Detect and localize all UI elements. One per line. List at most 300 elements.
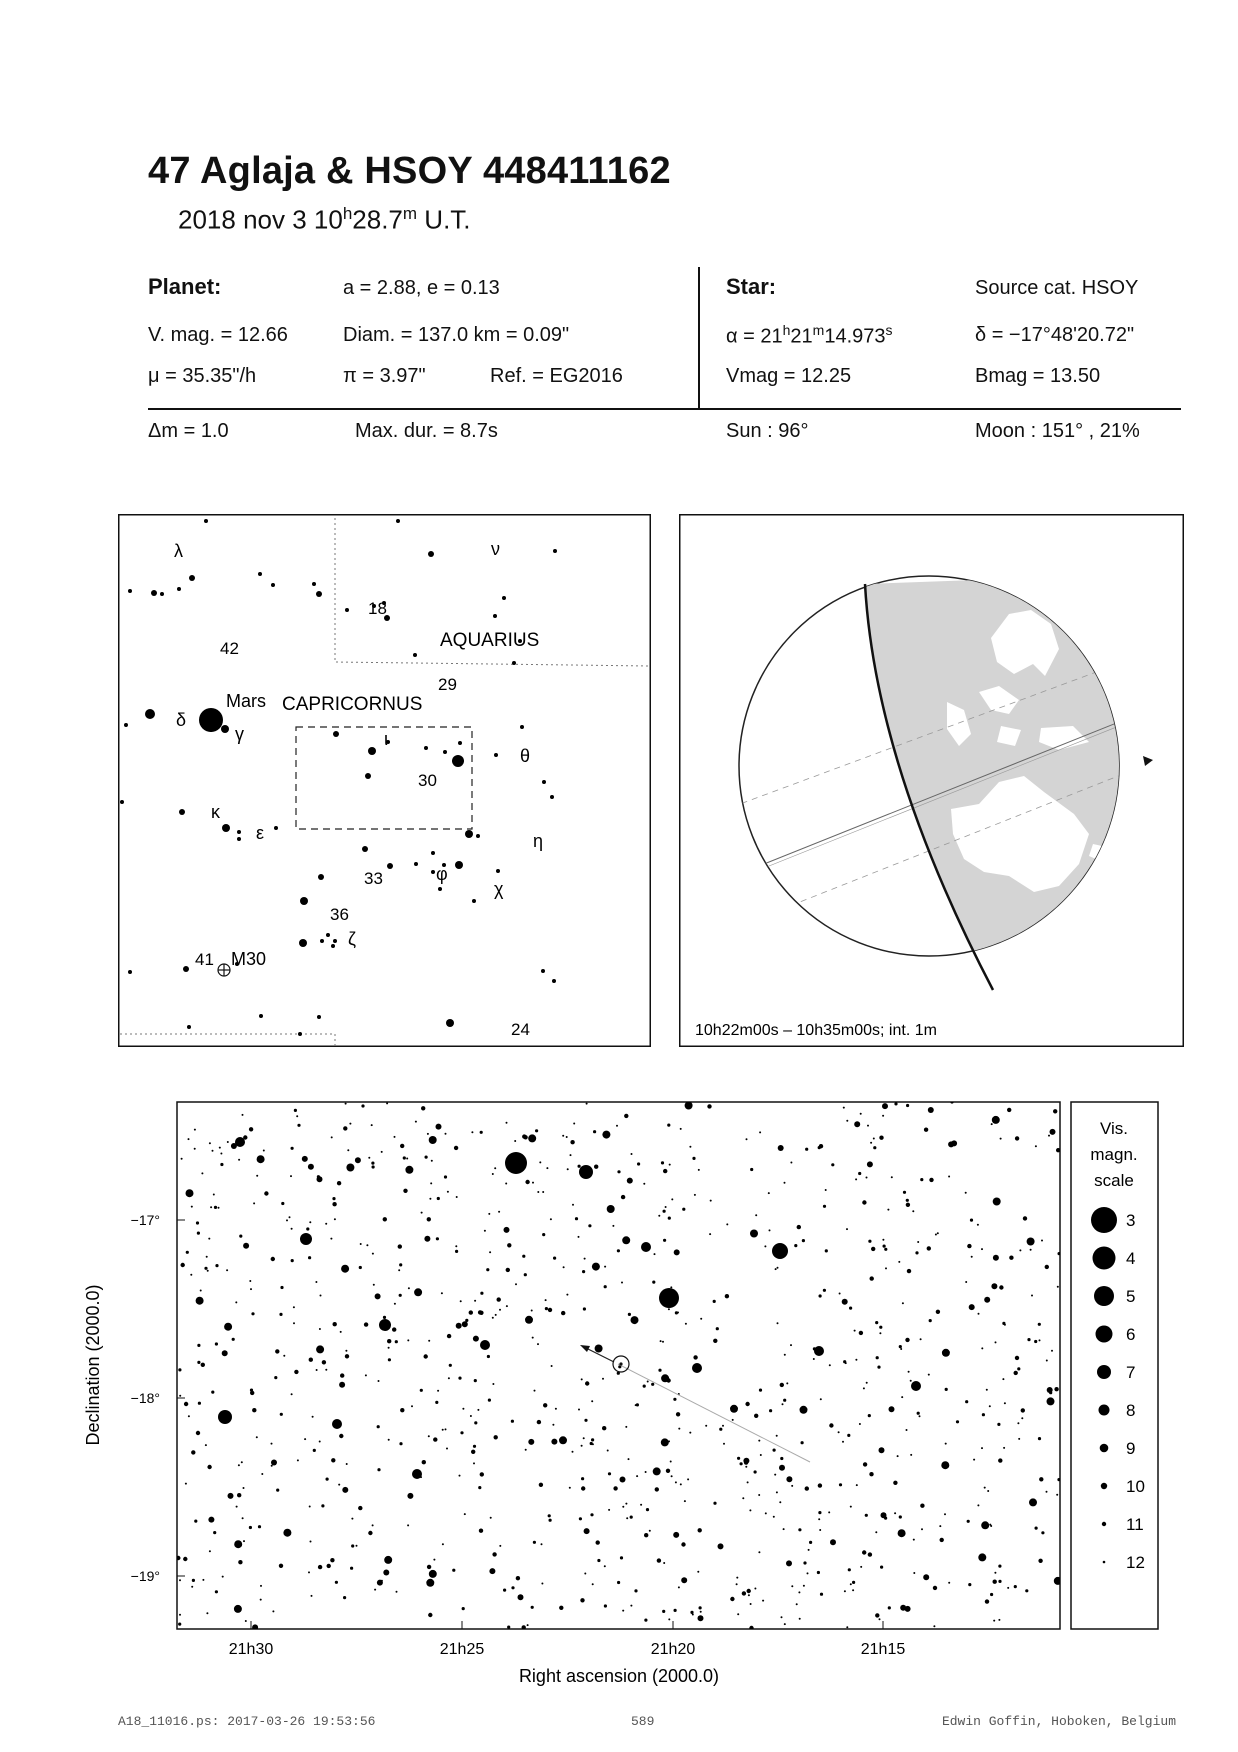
field-star <box>237 1493 241 1497</box>
field-star <box>784 1623 786 1625</box>
field-star <box>621 1282 623 1284</box>
field-star <box>873 1146 876 1149</box>
field-star <box>372 1165 375 1168</box>
field-star <box>737 1457 740 1460</box>
field-star <box>852 1589 854 1591</box>
field-star <box>243 1540 245 1542</box>
field-star <box>366 1244 368 1246</box>
field-star <box>289 1216 291 1218</box>
finder-star <box>552 979 556 983</box>
field-star <box>784 1354 786 1356</box>
field-star <box>867 1125 869 1127</box>
field-star <box>665 1206 667 1208</box>
field-star <box>634 1589 637 1592</box>
planet-vmag: V. mag. = 12.66 <box>148 324 288 346</box>
finder-star <box>271 583 275 587</box>
field-star <box>993 1620 995 1622</box>
x-tick-label: 21h30 <box>228 1641 274 1658</box>
info-divider-vertical <box>698 267 700 408</box>
field-star <box>818 1483 822 1487</box>
field-star <box>870 1142 872 1144</box>
field-star <box>534 1390 536 1392</box>
scale-dot <box>1101 1483 1107 1489</box>
field-star <box>645 1471 647 1473</box>
field-star <box>315 1281 317 1283</box>
field-star <box>214 1206 217 1209</box>
field-star <box>991 1283 997 1289</box>
field-star <box>797 1225 801 1229</box>
field-star <box>899 1345 902 1348</box>
scale-magnitude-label: 10 <box>1126 1477 1145 1496</box>
field-star <box>860 1113 862 1115</box>
field-star <box>978 1313 980 1315</box>
field-star <box>1030 1249 1032 1251</box>
field-star <box>274 1376 277 1379</box>
field-star <box>882 1103 888 1109</box>
field-star <box>663 1169 667 1173</box>
field-star <box>759 1131 761 1133</box>
globe-chart <box>679 514 1184 1047</box>
field-star <box>364 1322 368 1326</box>
field-star <box>333 1322 337 1326</box>
field-star <box>828 1511 830 1513</box>
field-star <box>1017 1422 1019 1424</box>
x-tick-label: 21h25 <box>439 1641 485 1658</box>
field-star <box>306 1227 309 1230</box>
field-star <box>907 1269 911 1273</box>
field-star <box>310 1541 312 1543</box>
field-star <box>343 1126 347 1130</box>
field-star <box>894 1512 896 1514</box>
field-star <box>340 1373 344 1377</box>
field-star <box>627 1178 633 1184</box>
field-star <box>745 1402 749 1406</box>
field-star <box>948 1176 950 1178</box>
field-star <box>924 1128 928 1132</box>
field-star <box>682 1208 685 1211</box>
field-star <box>332 1197 335 1200</box>
field-star <box>429 1570 437 1578</box>
bright-star <box>641 1242 651 1252</box>
field-star <box>319 1328 321 1330</box>
field-star <box>698 1615 704 1621</box>
field-star <box>578 1409 580 1411</box>
field-star <box>426 1579 434 1587</box>
field-star <box>458 1377 461 1380</box>
field-star <box>403 1156 406 1159</box>
field-star <box>990 1593 993 1596</box>
field-star <box>689 1432 691 1434</box>
field-star <box>375 1293 381 1299</box>
field-star <box>817 1571 820 1574</box>
field-star <box>1053 1109 1057 1113</box>
field-star <box>351 1544 354 1547</box>
field-star <box>331 1458 335 1462</box>
field-star <box>928 1107 934 1113</box>
field-star <box>260 1599 262 1601</box>
field-star <box>346 1164 354 1172</box>
label-phi: φ <box>436 864 448 884</box>
field-star <box>877 1366 880 1369</box>
field-star <box>407 1339 409 1341</box>
field-star <box>296 1115 298 1117</box>
field-star <box>825 1249 828 1252</box>
field-star <box>906 1203 910 1207</box>
field-star <box>473 1336 479 1342</box>
field-star <box>1027 1338 1030 1341</box>
planet-orbit: a = 2.88, e = 0.13 <box>343 277 500 299</box>
finder-star <box>494 753 498 757</box>
field-star <box>607 1205 615 1213</box>
field-star <box>365 1374 367 1376</box>
field-star <box>339 1434 343 1438</box>
field-star <box>371 1162 374 1165</box>
field-star <box>489 1251 491 1253</box>
field-star <box>965 1400 968 1403</box>
field-star <box>290 1175 292 1177</box>
field-star <box>455 1245 457 1247</box>
field-star <box>775 1268 777 1270</box>
finder-star <box>431 851 435 855</box>
field-star <box>663 1210 666 1213</box>
field-star <box>386 1102 388 1104</box>
field-star <box>198 1402 201 1405</box>
finder-star <box>443 750 447 754</box>
field-star <box>238 1159 240 1161</box>
field-star <box>799 1618 801 1620</box>
field-star <box>581 1445 583 1447</box>
label-aquarius: AQUARIUS <box>440 630 540 651</box>
field-star <box>1035 1527 1038 1530</box>
field-star <box>666 1469 670 1473</box>
field-star <box>291 1147 294 1150</box>
label-zeta: ζ <box>348 929 356 949</box>
field-star <box>986 1389 988 1391</box>
field-star <box>846 1626 848 1628</box>
field-star <box>433 1559 435 1561</box>
field-star <box>345 1350 347 1352</box>
field-star <box>1002 1378 1004 1380</box>
field-star <box>919 1415 921 1417</box>
finder-star <box>179 809 185 815</box>
field-star <box>736 1577 738 1579</box>
field-star <box>742 1497 744 1499</box>
field-star <box>977 1224 979 1226</box>
field-star <box>490 1517 492 1519</box>
field-star <box>675 1481 677 1483</box>
field-star <box>685 1323 687 1325</box>
field-star <box>591 1438 594 1441</box>
field-star <box>994 1572 996 1574</box>
field-star <box>279 1313 282 1316</box>
field-star <box>1002 1322 1005 1325</box>
field-star <box>863 1462 867 1466</box>
field-star <box>506 1122 508 1124</box>
footer-file-info: A18_11016.ps: 2017-03-26 19:53:56 <box>118 1714 376 1729</box>
field-star <box>970 1219 973 1222</box>
field-star <box>1051 1350 1053 1352</box>
field-star <box>321 1504 324 1507</box>
field-star <box>555 1408 557 1410</box>
field-star <box>661 1161 664 1164</box>
field-star <box>503 1589 506 1592</box>
bright-star <box>814 1346 824 1356</box>
field-star <box>572 1451 574 1453</box>
scale-title-line: Vis. <box>1099 1119 1129 1138</box>
field-star <box>396 1591 398 1593</box>
field-star <box>188 1138 190 1140</box>
bright-star <box>692 1363 702 1373</box>
field-star <box>692 1157 695 1160</box>
field-star <box>383 1570 389 1576</box>
field-star <box>929 1178 933 1182</box>
field-star <box>1021 1408 1025 1412</box>
field-star <box>532 1182 534 1184</box>
field-star <box>850 1506 852 1508</box>
field-star <box>681 1577 687 1583</box>
field-star <box>271 1257 275 1261</box>
field-star <box>758 1494 760 1496</box>
field-star <box>678 1586 680 1588</box>
field-star <box>464 1513 466 1515</box>
label-gamma: γ <box>235 724 244 744</box>
field-star <box>206 1612 208 1614</box>
field-star <box>181 1158 183 1160</box>
finder-star <box>550 795 554 799</box>
field-star <box>805 1148 808 1151</box>
field-star <box>566 1136 568 1138</box>
field-star <box>209 1550 211 1552</box>
field-star <box>825 1189 827 1191</box>
finder-stars <box>120 519 557 1036</box>
field-star <box>487 1355 490 1358</box>
field-star <box>338 1484 340 1486</box>
field-star <box>910 1380 912 1382</box>
field-star <box>474 1421 477 1424</box>
field-star <box>774 1474 776 1476</box>
field-star <box>710 1200 712 1202</box>
field-star <box>658 1215 660 1217</box>
field-star <box>863 1387 865 1389</box>
field-star <box>424 1354 428 1358</box>
field-star <box>178 1623 181 1626</box>
field-star <box>1027 1238 1035 1246</box>
field-star <box>879 1332 881 1334</box>
field-star <box>525 1180 529 1184</box>
field-star <box>437 1197 440 1200</box>
field-star <box>823 1205 826 1208</box>
field-star <box>272 1610 274 1612</box>
scale-magnitude-label: 8 <box>1126 1401 1136 1420</box>
field-star <box>995 1341 997 1343</box>
field-star <box>866 1382 868 1384</box>
field-star <box>211 1391 214 1394</box>
field-star <box>208 1238 210 1240</box>
field-star <box>1021 1417 1023 1419</box>
field-star <box>505 1183 507 1185</box>
field-star <box>197 1232 200 1235</box>
field-star <box>232 1338 235 1341</box>
field-star <box>875 1531 877 1533</box>
field-star <box>777 1322 779 1324</box>
field-star <box>551 1439 557 1445</box>
field-star <box>754 1414 758 1418</box>
field-star <box>676 1312 678 1314</box>
field-star <box>420 1389 423 1392</box>
field-star <box>291 1228 293 1230</box>
field-star <box>532 1337 534 1339</box>
field-star <box>406 1158 408 1160</box>
field-star <box>399 1294 402 1297</box>
field-star <box>507 1626 510 1629</box>
label-42: 42 <box>220 639 239 658</box>
field-star <box>604 1266 606 1268</box>
field-star <box>285 1529 289 1533</box>
field-star <box>399 1263 402 1266</box>
field-star <box>430 1182 432 1184</box>
scale-dot <box>1099 1405 1110 1416</box>
field-star <box>219 1147 221 1149</box>
planet-motion: μ = 35.35"/h <box>148 365 257 387</box>
field-star <box>559 1606 563 1610</box>
scale-magnitude-label: 12 <box>1126 1553 1145 1572</box>
field-star <box>807 1572 809 1574</box>
field-star <box>449 1364 452 1367</box>
max-duration: Max. dur. = 8.7s <box>355 420 498 442</box>
field-star <box>179 1614 181 1616</box>
field-star <box>898 1529 906 1537</box>
field-star <box>897 1455 899 1457</box>
finder-star <box>145 709 155 719</box>
field-star <box>713 1300 716 1303</box>
field-stars <box>176 1100 1062 1630</box>
field-star <box>200 1290 202 1292</box>
scale-dot <box>1097 1365 1111 1379</box>
field-star <box>660 1340 662 1342</box>
field-star <box>649 1530 651 1532</box>
field-star <box>447 1191 449 1193</box>
sun-elongation: Sun : 96° <box>726 420 809 442</box>
field-star <box>596 1540 600 1544</box>
bright-star <box>911 1381 921 1391</box>
field-star <box>281 1202 284 1205</box>
field-star <box>360 1243 362 1245</box>
bright-star <box>772 1243 788 1259</box>
field-star <box>499 1309 501 1311</box>
field-star <box>910 1454 912 1456</box>
field-star <box>345 1103 347 1105</box>
field-star <box>956 1420 959 1423</box>
field-star <box>573 1123 575 1125</box>
field-star <box>470 1415 472 1417</box>
field-star <box>899 1515 902 1518</box>
field-star <box>1039 1339 1041 1341</box>
finder-star <box>333 939 337 943</box>
field-star <box>965 1281 967 1283</box>
field-star <box>680 1483 682 1485</box>
field-star <box>551 1365 553 1367</box>
field-star <box>407 1493 413 1499</box>
field-star <box>694 1194 696 1196</box>
field-star <box>492 1552 496 1556</box>
field-star <box>879 1447 885 1453</box>
field-star <box>238 1560 242 1564</box>
field-star <box>651 1383 654 1386</box>
field-star <box>261 1473 263 1475</box>
field-star <box>920 1178 923 1181</box>
field-star <box>179 1579 181 1581</box>
field-star <box>215 1264 218 1267</box>
field-star <box>978 1553 986 1561</box>
finder-star <box>438 887 442 891</box>
field-star <box>400 1408 404 1412</box>
field-star <box>998 1619 1000 1621</box>
label-epsilon: ε <box>256 823 265 843</box>
field-star <box>471 1450 475 1454</box>
field-star <box>647 1381 649 1383</box>
field-star <box>549 1519 552 1522</box>
field-star <box>361 1104 364 1107</box>
field-star <box>758 1551 760 1553</box>
page-title: 47 Aglaja & HSOY 448411162 <box>148 150 671 192</box>
field-star <box>297 1459 299 1461</box>
field-star <box>264 1191 268 1195</box>
field-star <box>846 1120 848 1122</box>
field-star <box>981 1248 983 1250</box>
field-star <box>781 1616 783 1618</box>
field-star <box>442 1543 444 1545</box>
field-star <box>570 1140 574 1144</box>
field-star <box>316 1369 318 1371</box>
field-star <box>884 1248 887 1251</box>
label-30: 30 <box>418 771 437 790</box>
field-star <box>319 1441 321 1443</box>
field-star <box>1046 1360 1048 1362</box>
field-star <box>567 1168 569 1170</box>
finder-star <box>237 830 241 834</box>
field-star <box>830 1539 836 1545</box>
field-star <box>515 1283 517 1285</box>
field-star <box>894 1102 897 1105</box>
field-star <box>594 1165 598 1169</box>
field-star <box>213 1531 216 1534</box>
field-star <box>533 1541 536 1544</box>
label-mars: Mars <box>226 691 266 711</box>
field-star <box>339 1382 345 1388</box>
field-star <box>750 1168 753 1171</box>
field-star <box>673 1532 679 1538</box>
field-star <box>697 1571 699 1573</box>
field-star <box>709 1233 711 1235</box>
field-star <box>427 1217 431 1221</box>
field-star <box>330 1238 332 1240</box>
field-star <box>584 1258 586 1260</box>
field-star <box>309 1358 313 1362</box>
label-33: 33 <box>364 869 383 888</box>
field-star <box>622 1610 624 1612</box>
field-star <box>698 1169 700 1171</box>
finder-star <box>446 1019 454 1027</box>
field-star <box>249 1127 253 1131</box>
field-star <box>718 1543 724 1549</box>
finder-star <box>177 587 181 591</box>
field-star <box>242 1114 244 1116</box>
field-star <box>488 1399 491 1402</box>
field-star <box>279 1564 283 1568</box>
field-star <box>444 1175 447 1178</box>
field-star <box>407 1524 409 1526</box>
field-star <box>584 1528 590 1534</box>
